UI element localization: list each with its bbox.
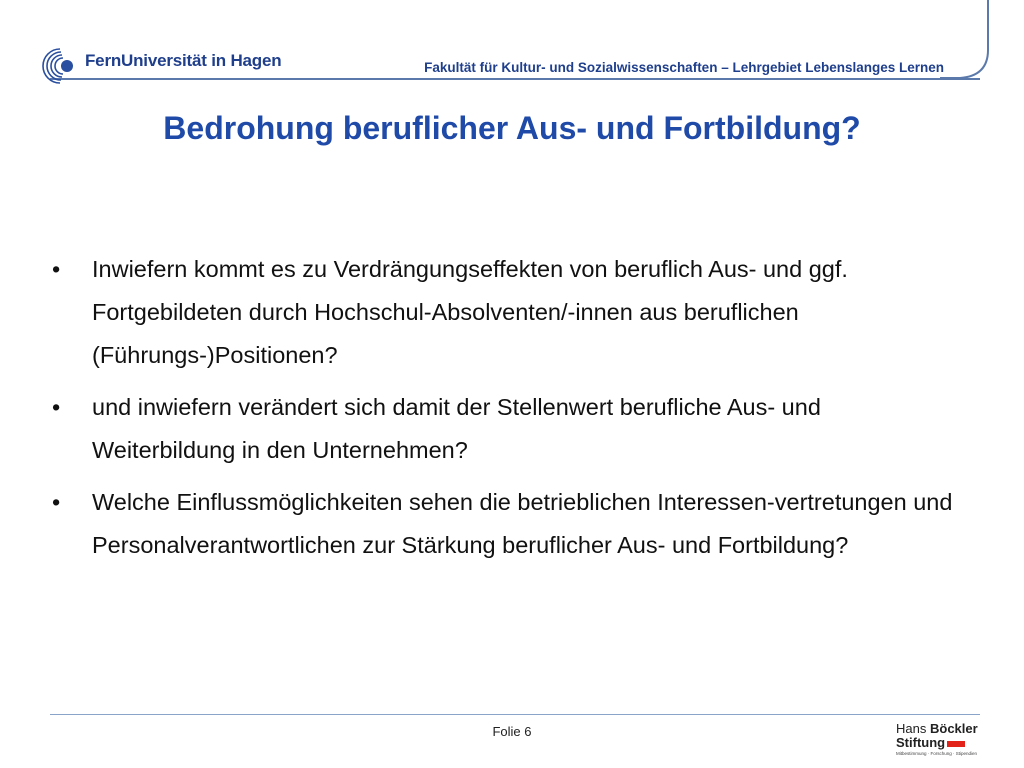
sponsor-name-foundation: Stiftung (896, 735, 946, 750)
sponsor-red-bar-icon (947, 741, 965, 747)
bullet-item (50, 481, 970, 567)
bullet-dot: • (52, 489, 61, 515)
bullet-text: und inwiefern verändert sich damit der Stellenwert berufliche Aus- und Weiterbildung in den Unternehmen? (92, 394, 821, 463)
slide-title: Bedrohung beruflicher Aus- und Fortbildung? (163, 110, 861, 146)
bullet-dot: • (52, 394, 61, 420)
sponsor-name-last: Böckler (929, 721, 978, 736)
bullet-dot: • (52, 256, 61, 282)
logo-wordmark: FernUniversität in Hagen (85, 51, 282, 70)
faculty-heading: Fakultät für Kultur- und Sozialwissenschaften – Lehrgebiet Lebenslanges Lernen (424, 60, 944, 75)
sponsor-tagline: Mitbestimmung · Forschung · Stipendien (896, 751, 978, 756)
fernuni-logo-icon (40, 45, 82, 87)
slide-number: Folie 6 (492, 724, 532, 739)
bullet-item (50, 386, 970, 472)
bullet-text: Welche Einflussmöglichkeiten sehen die betrieblichen Interessen-vertretungen und Personalverantwortlichen zur Stärkung beruflicher Aus- und Fortbildung? (92, 489, 953, 558)
footer-divider (50, 714, 980, 715)
corner-curve-decoration (940, 0, 992, 80)
sponsor-name-first: Hans (896, 721, 927, 736)
bullet-item (50, 248, 970, 377)
hans-boeckler-logo (896, 722, 986, 764)
fernuni-logo (40, 45, 280, 87)
bullet-list (50, 248, 970, 576)
bullet-text: Inwiefern kommt es zu Verdrängungseffekten von beruflich Aus- und ggf. Fortgebildeten durch Hochschul-Absolventen/-innen aus beruflichen (Führungs-)Positionen? (92, 256, 848, 368)
